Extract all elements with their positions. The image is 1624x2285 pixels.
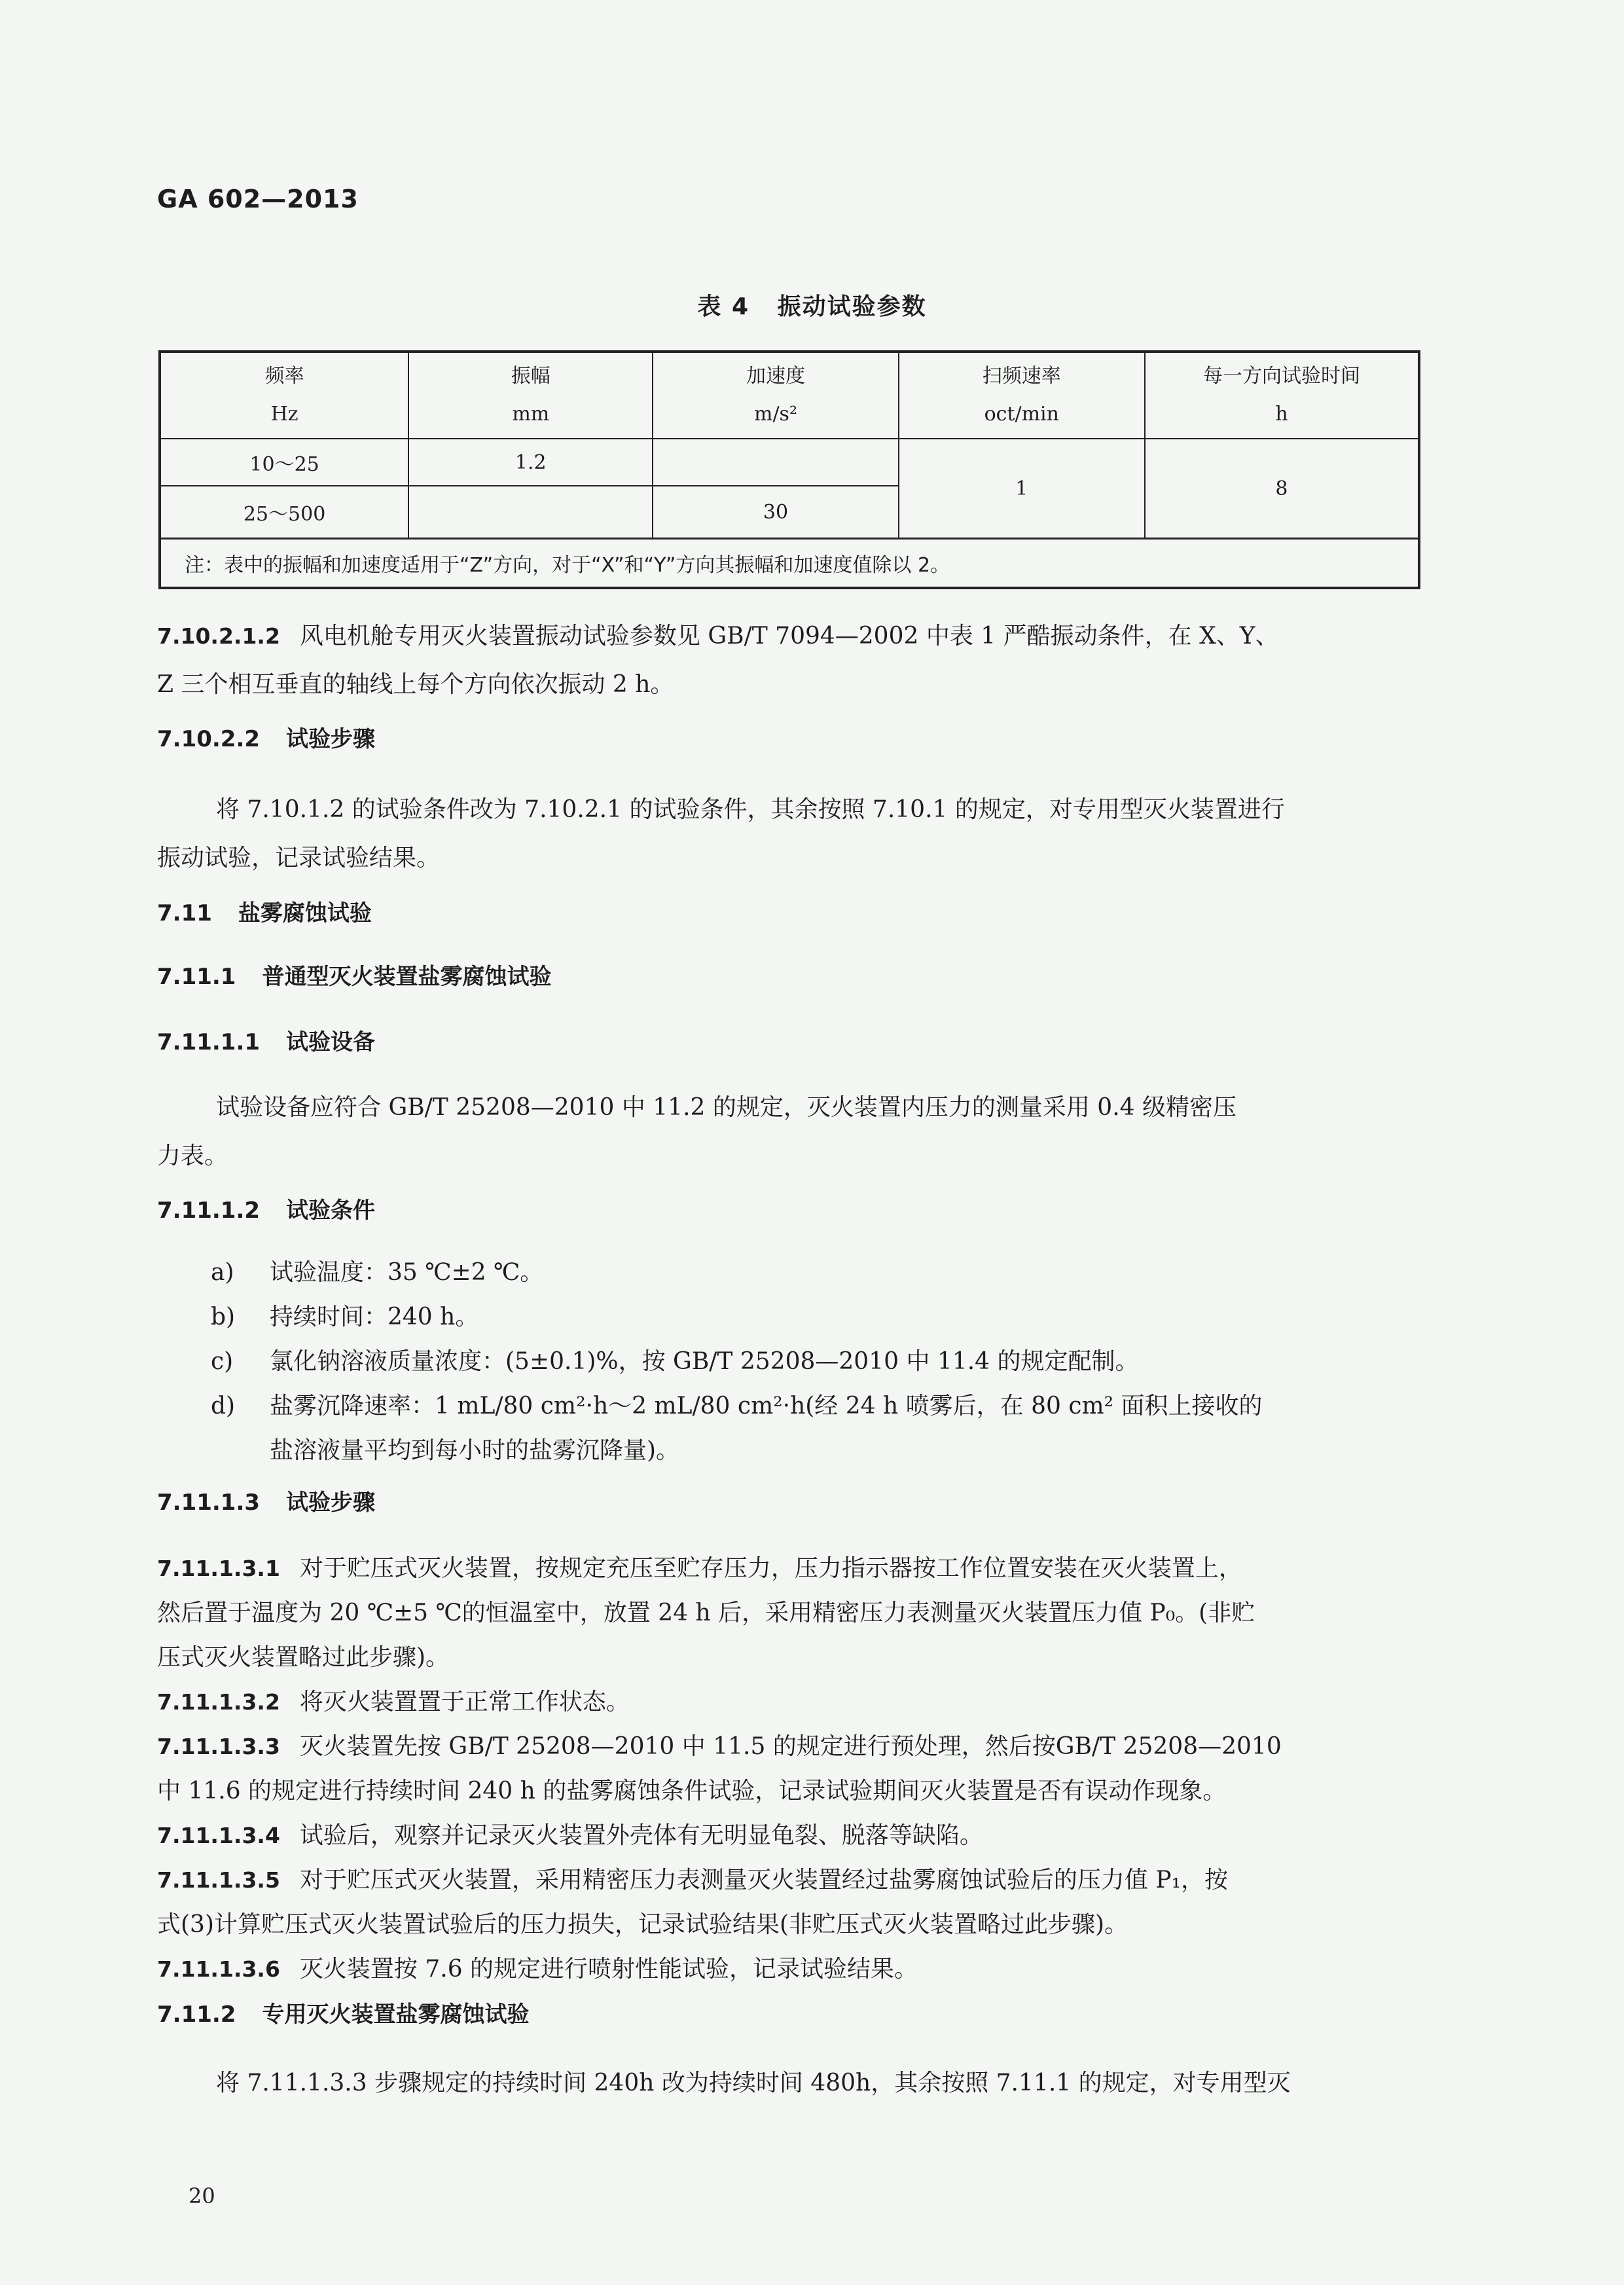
cell-amplitude xyxy=(408,486,653,539)
cell-sweep-rate: 1 xyxy=(899,439,1145,539)
list-item: b) 持续时间：240 h。 xyxy=(211,1304,479,1330)
clause-7-11-2-text: 将 7.11.1.3.3 步骤规定的持续时间 240h 改为持续时间 480h，其余按照 7.11.1 的规定，对专用型灭 xyxy=(216,2070,1291,2096)
section-heading-7-11-1-1: 7.11.1.1 试验设备 xyxy=(157,1029,376,1055)
cell-acceleration: 30 xyxy=(653,486,898,539)
table-number: 表 4 xyxy=(697,293,750,320)
cell-amplitude: 1.2 xyxy=(408,439,653,486)
table-header-row xyxy=(160,352,1419,439)
header-cell-sweep-rate: 扫频速率 oct/min xyxy=(899,352,1145,439)
test-conditions-list xyxy=(157,1251,1474,1473)
vibration-params-table xyxy=(158,350,1420,589)
cell-acceleration xyxy=(653,439,898,486)
table-note-row xyxy=(160,539,1419,589)
section-heading-7-11-1-3: 7.11.1.3 试验步骤 xyxy=(157,1490,376,1516)
cell-duration: 8 xyxy=(1145,439,1419,539)
header-cell-amplitude: 振幅 mm xyxy=(408,352,653,439)
clause-7-10-2-1-2: 7.10.2.1.2 风电机舱专用灭火装置振动试验参数见 GB/T 7094—2002 中表 1 严酷振动条件，在 X、Y、 Z 三个相互垂直的轴线上每个方向依次振动 2 h。 xyxy=(157,623,1279,698)
clause-7-10-2-2-text: 将 7.10.1.2 的试验条件改为 7.10.2.1 的试验条件，其余按照 7.10.1 的规定，对专用型灭火装置进行 振动试验，记录试验结果。 xyxy=(157,796,1285,871)
page-number: 20 xyxy=(189,2184,215,2208)
clause-7-11-1-3-3: 7.11.1.3.3 灭火装置先按 GB/T 25208—2010 中 11.5 的规定进行预处理，然后按GB/T 25208—2010 xyxy=(157,1733,1282,1760)
section-heading-7-11-2: 7.11.2 专用灭火装置盐雾腐蚀试验 xyxy=(157,2002,530,2028)
clause-7-11-1-1-text: 试验设备应符合 GB/T 25208—2010 中 11.2 的规定，灭火装置内压力的测量采用 0.4 级精密压 力表。 xyxy=(157,1094,1237,1169)
list-item: d) 盐雾沉降速率：1 mL/80 cm²·h～2 mL/80 cm²·h(经 24 h 喷雾后，在 80 cm² 面积上接收的 盐溶液量平均到每小时的盐雾沉降量)。 xyxy=(211,1393,1263,1464)
standard-code: GA 602—2013 xyxy=(157,185,359,213)
table-row xyxy=(160,439,1419,486)
list-item: c) 氯化钠溶液质量浓度：(5±0.1)%，按 GB/T 25208—2010 中 11.4 的规定配制。 xyxy=(211,1348,1139,1375)
cell-frequency: 10～25 xyxy=(160,439,408,486)
section-heading-7-11: 7.11 盐雾腐蚀试验 xyxy=(157,900,372,926)
header-cell-acceleration: 加速度 m/s² xyxy=(653,352,898,439)
section-heading-7-11-1: 7.11.1 普通型灭火装置盐雾腐蚀试验 xyxy=(157,964,552,990)
table-caption: 振动试验参数 xyxy=(777,293,927,320)
clause-7-11-1-3-1: 7.11.1.3.1 对于贮压式灭火装置，按规定充压至贮存压力，压力指示器按工作位置安装在灭火装置上， xyxy=(157,1555,1242,1582)
header-cell-frequency: 频率 Hz xyxy=(160,352,408,439)
clause-7-11-1-3-2: 7.11.1.3.2 将灭火装置置于正常工作状态。 xyxy=(157,1689,630,1715)
clause-7-11-1-3-5: 7.11.1.3.5 对于贮压式灭火装置，采用精密压力表测量灭火装置经过盐雾腐蚀试验后的压力值 P₁，按 xyxy=(157,1867,1229,1893)
section-heading-7-11-1-2: 7.11.1.2 试验条件 xyxy=(157,1197,376,1224)
list-item: a) 试验温度：35 ℃±2 ℃。 xyxy=(211,1259,544,1286)
cell-frequency: 25～500 xyxy=(160,486,408,539)
test-procedure-clauses: 7.11.1.3.1 对于贮压式灭火装置，按规定充压至贮存压力，压力指示器按工作位置安装在灭火装置上， 然后置于温度为 20 ℃±5 ℃的恒温室中，放置 24 h 后，采用精密压力表测量灭火装置压力值 P₀。(非贮 压式灭火装置略过此步骤)。 7.11.1.3.2 将灭火装置置于正常工作状态。 7.11.1.3.3 灭火装置先按 GB/T 25208—2010 中 11.5 的规定进行预处理，然后按GB/T 25208—2010 中 11.6 的规定进行持续时间 240 h 的盐雾腐蚀条件试验，记录试验期间灭火装置是否有误动作现象。 7.11.1.3.4 试验后，观察并记录灭火装置外壳体有无明显龟裂、脱落等缺陷。 7.11.1.3.5 对于贮压式灭火装置，采用精密压力表测量灭火装置经过盐雾腐蚀试验后的压力值 P₁，按 式(3)计算贮压式灭火装置试验后的压力损失，记录试验结果(非贮压式灭火装置略过此步骤)。 7.11.1.3.6 灭火装置按 7.6 的规定进行喷射性能试验，记录试验结果。 xyxy=(157,1546,1420,1992)
clause-7-11-1-3-6: 7.11.1.3.6 灭火装置按 7.6 的规定进行喷射性能试验，记录试验结果。 xyxy=(157,1956,918,1983)
table-title xyxy=(0,288,1624,321)
header-cell-duration: 每一方向试验时间 h xyxy=(1145,352,1419,439)
clause-7-11-1-3-4: 7.11.1.3.4 试验后，观察并记录灭火装置外壳体有无明显龟裂、脱落等缺陷。 xyxy=(157,1822,983,1849)
table-note: 注：表中的振幅和加速度适用于“Z”方向，对于“X”和“Y”方向其振幅和加速度值除以 2。 xyxy=(160,539,1419,589)
section-heading-7-10-2-2: 7.10.2.2 试验步骤 xyxy=(157,726,376,752)
